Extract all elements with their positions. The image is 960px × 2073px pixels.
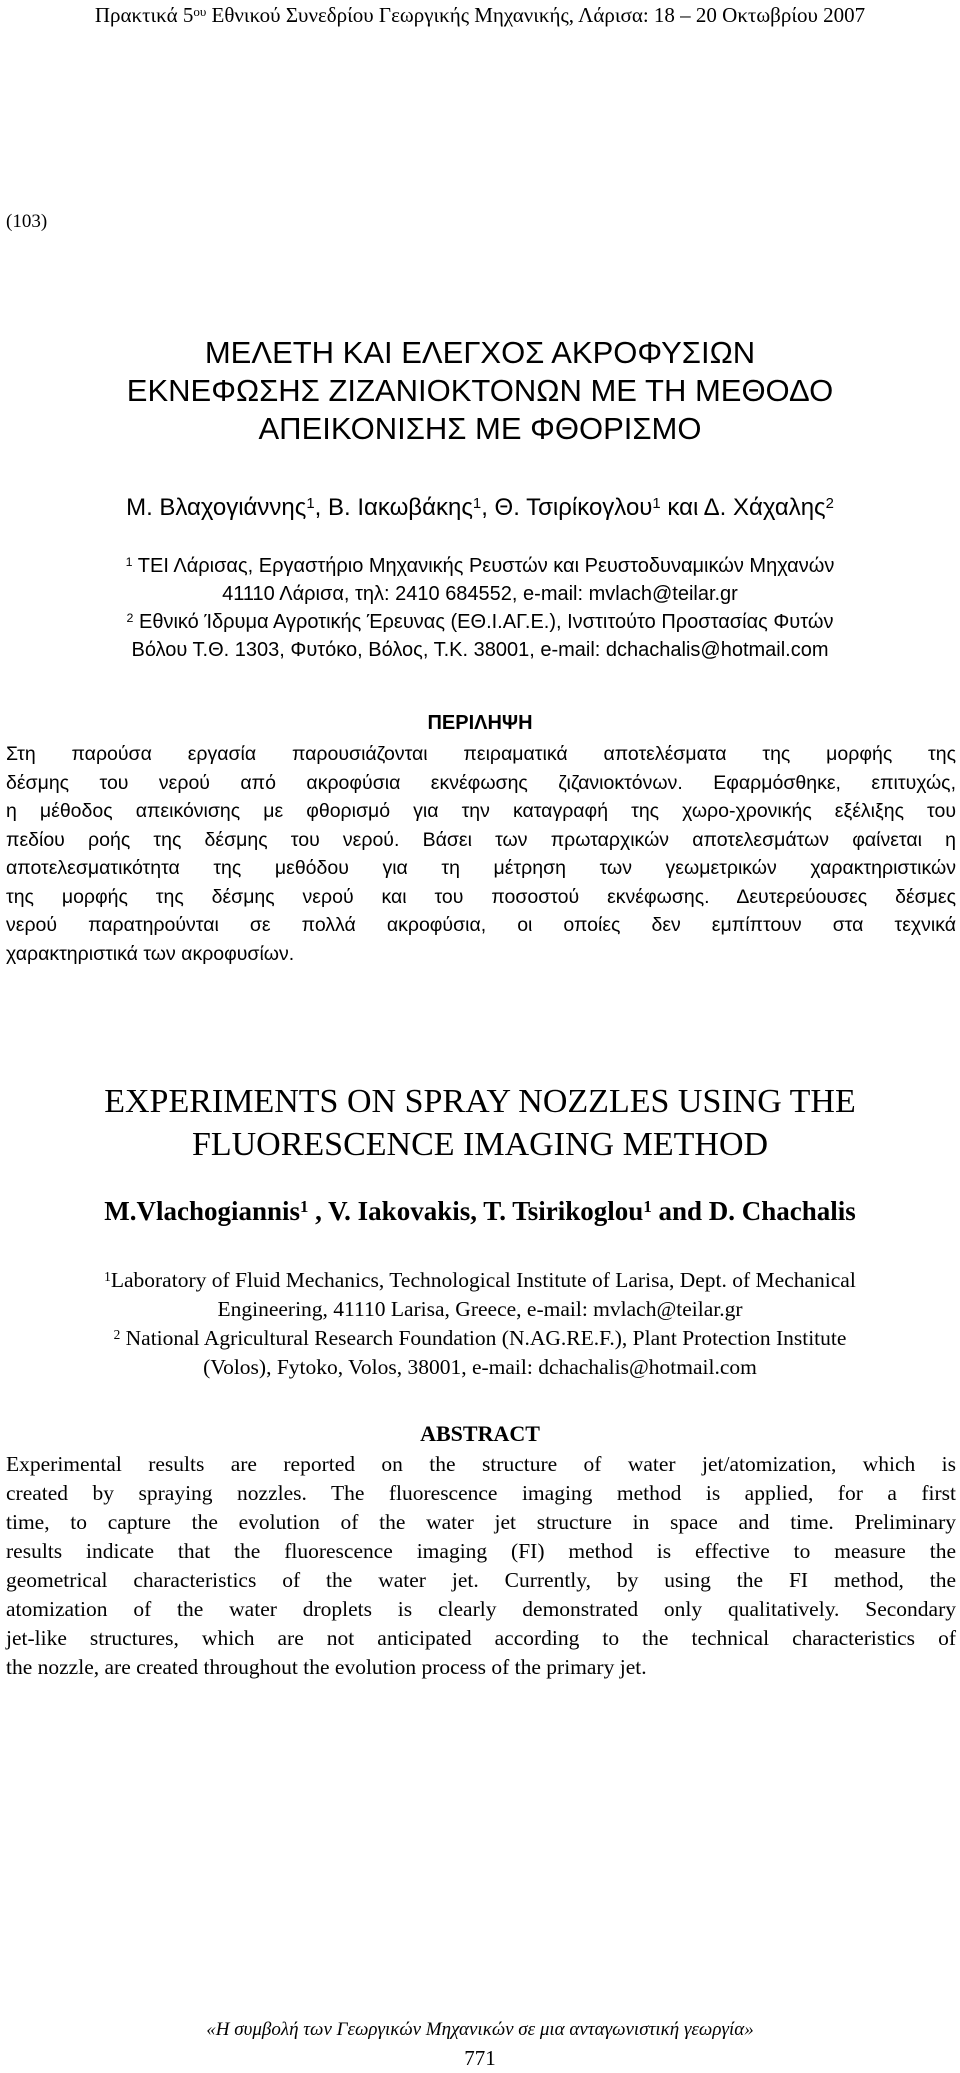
greek-abstract-line: αποτελεσματικότητα της μεθόδου για τη μέτρηση των γεωμετρικών χαρακτηριστικών	[6, 857, 956, 879]
paper-id: (103)	[6, 211, 48, 232]
greek-abstract-line: πεδίου ροής της δέσμης του νερού. Βάσει των πρωταρχικών αποτελεσμάτων φαίνεται η	[6, 828, 956, 851]
english-abstract-line: jet-like structures, which are not anticipated according to the technical characteristics of	[6, 1626, 956, 1650]
greek-authors	[0, 493, 960, 523]
english-title-line: EXPERIMENTS ON SPRAY NOZZLES USING THE	[104, 1083, 856, 1120]
author-1: Μ. Βλαχογιάννης	[126, 494, 307, 521]
english-abstract-body	[6, 1450, 956, 1682]
author-4: και Δ. Χάχαλης	[660, 494, 826, 521]
greek-abstract-line: νερού παρατηρούνται σε πολλά ακροφύσια, οι οποίες δεν εμπίπτουν στα τεχνικά	[6, 914, 956, 936]
aff2-line1: National Agricultural Research Foundation (N.AG.RE.F.), Plant Protection Institute	[120, 1326, 847, 1350]
aff2-sup: 2	[113, 1327, 121, 1343]
english-affiliations	[0, 1266, 960, 1382]
greek-title	[40, 334, 920, 448]
english-affiliation-2-line2: (Volos), Fytoko, Volos, 38001, e-mail: dchachalis@hotmail.com	[203, 1355, 757, 1379]
author-3: and D. Chachalis	[651, 1196, 856, 1226]
greek-abstract-line: χαρακτηριστικά των ακροφυσίων.	[6, 942, 295, 965]
proceedings-header	[0, 2, 960, 28]
greek-affiliation-2	[0, 608, 960, 636]
aff1-sup: 1	[104, 1269, 111, 1285]
header-rest: Εθνικού Συνεδρίου Γεωργικής Μηχανικής, Λάρισα: 18 – 20 Οκτωβρίου 2007	[206, 3, 866, 27]
english-abstract-line: time, to capture the evolution of the water jet structure in space and time. Preliminary	[6, 1510, 956, 1534]
english-authors	[0, 1194, 960, 1228]
greek-abstract-heading: ΠΕΡΙΛΗΨΗ	[427, 712, 533, 734]
english-affiliation-1-line2: Engineering, 41110 Larisa, Greece, e-mail: mvlach@teilar.gr	[217, 1297, 743, 1321]
author-2-sup: 1	[472, 496, 482, 513]
author-3-sup: 1	[652, 496, 661, 513]
aff1-line1: Laboratory of Fluid Mechanics, Technological Institute of Larisa, Dept. of Mechanical	[110, 1268, 856, 1292]
aff1-sup: 1	[125, 555, 133, 570]
author-3: , Θ. Τσιρίκογλου	[481, 494, 653, 521]
author-1: M.Vlachogiannis	[104, 1196, 301, 1226]
footer-slogan: «Η συμβολή των Γεωργικών Μηχανικών σε μια ανταγωνιστική γεωργία»	[206, 2019, 754, 2040]
greek-abstract-line: δέσμης του νερού από ακροφύσια εκνέφωσης ζιζανιοκτόνων. Εφαρμόσθηκε, επιτυχώς,	[6, 771, 956, 794]
greek-abstract-line: η μέθοδος απεικόνισης με φθορισμό για την καταγραφή της χωρο-χρονικής εξέλιξης του	[6, 800, 956, 822]
author-4-sup: 2	[825, 496, 834, 513]
english-abstract-heading: ABSTRACT	[420, 1421, 540, 1446]
english-affiliation-2	[0, 1324, 960, 1353]
greek-title-line: ΜΕΛΕΤΗ ΚΑΙ ΕΛΕΓΧΟΣ ΑΚΡΟΦΥΣΙΩΝ	[204, 335, 756, 370]
author-2: , Β. Ιακωβάκης	[314, 494, 473, 521]
aff2-sup: 2	[126, 611, 134, 626]
header-prefix: Πρακτικά 5	[94, 3, 194, 27]
greek-abstract-line: της μορφής της δέσμης νερού και του ποσοστού εκνέφωσης. Δευτερεύουσες δέσμες	[6, 885, 956, 908]
aff2-line1: Εθνικό Ίδρυμα Αγροτικής Έρευνας (ΕΘ.Ι.ΑΓ.Ε.), Ινστιτούτο Προστασίας Φυτών	[133, 611, 834, 633]
english-affiliation-1	[0, 1266, 960, 1295]
english-abstract-line: Experimental results are reported on the structure of water jet/atomization, which is	[6, 1452, 956, 1476]
english-abstract-line: atomization of the water droplets is clearly demonstrated only qualitatively. Secondary	[6, 1597, 956, 1621]
english-abstract-line: results indicate that the fluorescence imaging (FI) method is effective to measure the	[6, 1539, 956, 1563]
page-number: 771	[464, 2046, 496, 2070]
header-sup: ου	[193, 4, 207, 20]
english-abstract-line: created by spraying nozzles. The fluorescence imaging method is applied, for a first	[6, 1481, 956, 1505]
greek-abstract-line: Στη παρούσα εργασία παρουσιάζονται πειραματικά αποτελέσματα της μορφής της	[6, 743, 956, 765]
author-2-sup: 1	[643, 1197, 652, 1217]
english-abstract-line: geometrical characteristics of the water jet. Currently, by using the FI method, the	[6, 1568, 956, 1592]
author-1-sup: 1	[306, 496, 315, 513]
english-title	[0, 1080, 960, 1166]
author-2: , V. Iakovakis, T. Tsirikoglou	[308, 1196, 644, 1226]
greek-affiliation-1-line2: 41110 Λάρισα, τηλ: 2410 684552, e-mail: mvlach@teilar.gr	[222, 583, 738, 605]
aff1-line1: ΤΕΙ Λάρισας, Εργαστήριο Μηχανικής Ρευστών και Ρευστοδυναμικών Μηχανών	[132, 555, 835, 577]
greek-affiliation-1	[0, 552, 960, 580]
greek-affiliations	[0, 552, 960, 664]
english-title-line: FLUORESCENCE IMAGING METHOD	[191, 1126, 769, 1163]
author-1-sup: 1	[300, 1197, 309, 1217]
greek-abstract-body	[6, 740, 956, 968]
greek-title-line: ΑΠΕΙΚΟΝΙΣΗΣ ΜΕ ΦΘΟΡΙΣΜΟ	[258, 411, 702, 446]
english-abstract-line: the nozzle, are created throughout the evolution process of the primary jet.	[6, 1655, 647, 1679]
greek-affiliation-2-line2: Βόλου Τ.Θ. 1303, Φυτόκο, Βόλος, Τ.Κ. 38001, e-mail: dchachalis@hotmail.com	[131, 639, 829, 661]
greek-title-line: ΕΚΝΕΦΩΣΗΣ ΖΙΖΑΝΙΟΚΤΟΝΩΝ ΜΕ ΤΗ ΜΕΘΟΔΟ	[126, 373, 834, 408]
